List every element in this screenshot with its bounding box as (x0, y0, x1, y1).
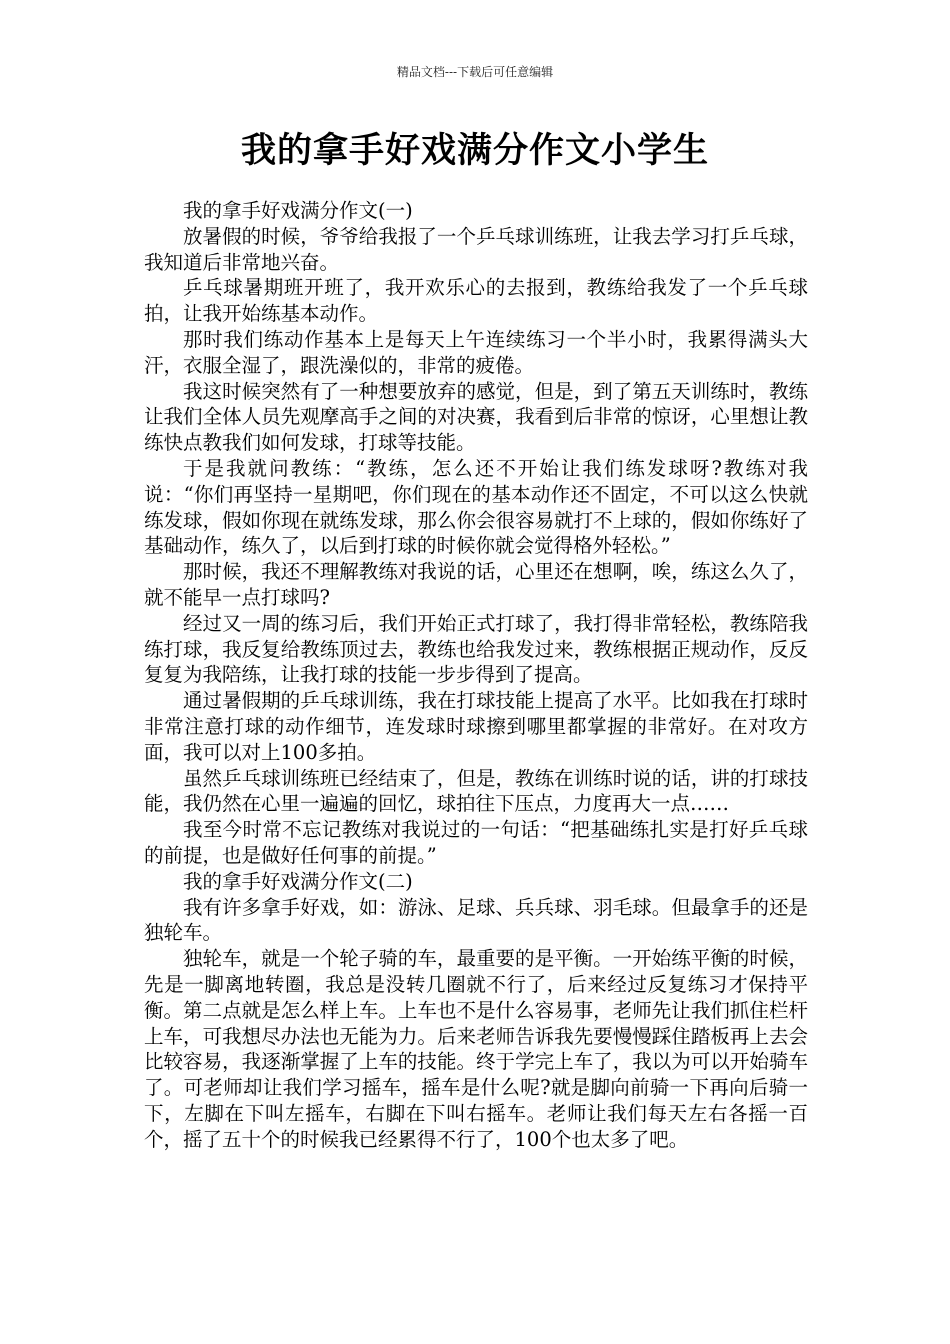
document-body (144, 198, 808, 1152)
section-heading-1: 我的拿手好戏满分作文(一) (183, 199, 413, 222)
paragraph: 乒乓球暑期班开班了，我开欢乐心的去报到，教练给我发了一个乒乓球拍，让我开始练基本动作。 (144, 276, 808, 326)
paragraph: 独轮车，就是一个轮子骑的车，最重要的是平衡。一开始练平衡的时候，先是一脚离地转圈，我总是没转几圈就不行了，后来经过反复练习才保持平衡。第二点就是怎么样上车。上车也不是什么容易事，老师先让我们抓住栏杆上车，可我想尽办法也无能为力。后来老师告诉我先要慢慢踩住踏板再上去会比较容易，我逐渐掌握了上车的技能。终于学完上车了，我以为可以开始骑车了。可老师却让我们学习摇车，摇车是什么呢?就是脚向前骑一下再向后骑一下，左脚在下叫左摇车，右脚在下叫右摇车。老师让我们每天左右各摇一百个，摇了五十个的时候我已经累得不行了，100个也太多了吧。 (144, 947, 808, 1151)
page-header-note: 精品文档---下载后可任意编辑 (396, 65, 554, 79)
paragraph: 我这时候突然有了一种想要放弃的感觉，但是，到了第五天训练时，教练让我们全体人员先观摩高手之间的对决赛，我看到后非常的惊讶，心里想让教练快点教我们如何发球，打球等技能。 (144, 379, 808, 455)
document-title: 我的拿手好戏满分作文小学生 (240, 131, 709, 171)
paragraph: 我有许多拿手好戏，如：游泳、足球、兵兵球、羽毛球。但最拿手的还是独轮车。 (144, 895, 808, 945)
paragraph: 我至今时常不忘记教练对我说过的一句话：“把基础练扎实是打好乒乓球的前提，也是做好任何事的前提。” (144, 818, 808, 867)
paragraph: 虽然乒乓球训练班已经结束了，但是，教练在训练时说的话，讲的打球技能，我仍然在心里一遍遍的回忆，球拍往下压点，力度再大一点…… (144, 766, 808, 816)
paragraph: 那时候，我还不理解教练对我说的话，心里还在想啊，唉，练这么久了，就不能早一点打球吗? (144, 560, 808, 609)
paragraph: 通过暑假期的乒乓球训练，我在打球技能上提高了水平。比如我在打球时非常注意打球的动作细节，连发球时球擦到哪里都掌握的非常好。在对攻方面，我可以对上100多拍。 (144, 689, 808, 764)
paragraph: 于是我就问教练：“教练，怎么还不开始让我们练发球呀?教练对我说：“你们再坚持一星期吧，你们现在的基本动作还不固定，不可以这么快就练发球，假如你现在就练发球，那么你会很容易就打不上球的，假如你练好了基础动作，练久了，以后到打球的时候你就会觉得格外轻松。” (144, 456, 808, 558)
paragraph: 那时我们练动作基本上是每天上午连续练习一个半小时，我累得满头大汗，衣服全湿了，跟洗澡似的，非常的疲倦。 (144, 327, 808, 377)
paragraph: 经过又一周的练习后，我们开始正式打球了，我打得非常轻松，教练陪我练打球，我反复给教练顶过去，教练也给我发过来，教练根据正规动作，反反复复为我陪练，让我打球的技能一步步得到了提高。 (144, 611, 808, 687)
paragraph: 放暑假的时候，爷爷给我报了一个乒乓球训练班，让我去学习打乒乓球，我知道后非常地兴奋。 (144, 224, 808, 274)
section-heading-2: 我的拿手好戏满分作文(二) (183, 869, 413, 893)
